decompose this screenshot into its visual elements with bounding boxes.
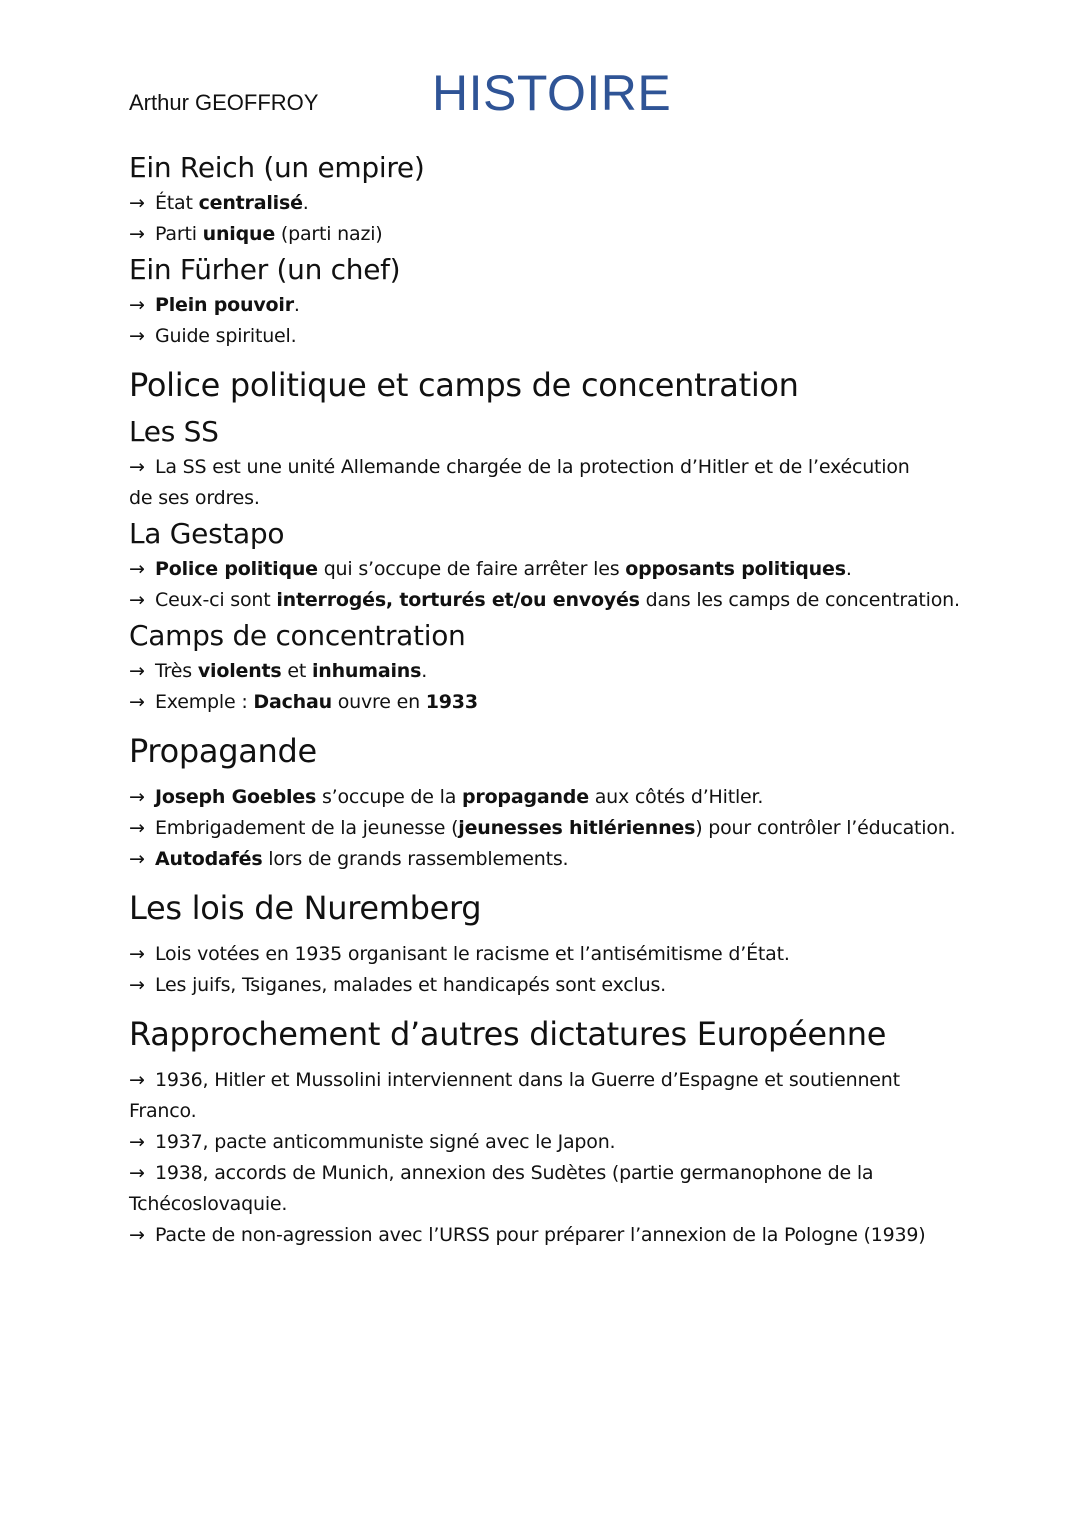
bullet-embrigadement: → Embrigadement de la jeunesse (jeunesses hitlériennes) pour contrôler l’éducation.	[129, 813, 969, 844]
heading-les-ss: Les SS	[129, 415, 219, 448]
bullet-guide-spirituel: → Guide spirituel.	[129, 321, 969, 352]
bullet-dachau: → Exemple : Dachau ouvre en 1933	[129, 687, 969, 718]
bullet-goebles: → Joseph Goebles s’occupe de la propagande aux côtés d’Hitler.	[129, 782, 969, 813]
heading-la-gestapo: La Gestapo	[129, 517, 285, 550]
author-name: Arthur GEOFFROY	[129, 90, 319, 115]
bullet-1936-cont: Franco.	[129, 1100, 197, 1122]
arrow-icon: →	[129, 817, 145, 839]
bullet-parti-unique: → Parti unique (parti nazi)	[129, 219, 969, 250]
bullet-lois-1935: → Lois votées en 1935 organisant le racisme et l’antisémitisme d’État.	[129, 939, 969, 970]
heading-camps-concentration: Camps de concentration	[129, 619, 466, 652]
bullet-etat-centralise: → État centralisé.	[129, 188, 969, 219]
arrow-icon: →	[129, 1131, 145, 1153]
bullet-ss-description: → La SS est une unité Allemande chargée de la protection d’Hitler et de l’exécution	[129, 452, 969, 483]
arrow-icon: →	[129, 974, 145, 996]
bullet-interroges: → Ceux-ci sont interrogés, torturés et/ou envoyés dans les camps de concentration.	[129, 585, 969, 616]
bullet-plein-pouvoir: → Plein pouvoir.	[129, 290, 969, 321]
arrow-icon: →	[129, 294, 145, 316]
arrow-icon: →	[129, 943, 145, 965]
bullet-tres-violents: → Très violents et inhumains.	[129, 656, 969, 687]
bullet-1936: → 1936, Hitler et Mussolini interviennent dans la Guerre d’Espagne et soutiennent	[129, 1065, 969, 1096]
bullet-police-politique: → Police politique qui s’occupe de faire arrêter les opposants politiques.	[129, 554, 969, 585]
arrow-icon: →	[129, 1224, 145, 1246]
arrow-icon: →	[129, 691, 145, 713]
arrow-icon: →	[129, 848, 145, 870]
arrow-icon: →	[129, 325, 145, 347]
arrow-icon: →	[129, 660, 145, 682]
arrow-icon: →	[129, 589, 145, 611]
page-title: HISTOIRE	[432, 65, 672, 121]
bullet-1937: → 1937, pacte anticommuniste signé avec le Japon.	[129, 1127, 969, 1158]
arrow-icon: →	[129, 1069, 145, 1091]
arrow-icon: →	[129, 456, 145, 478]
bullet-pacte-urss: → Pacte de non-agression avec l’URSS pour préparer l’annexion de la Pologne (1939)	[129, 1220, 969, 1251]
heading-ein-fuhrer: Ein Fürher (un chef)	[129, 253, 401, 286]
heading-propagande: Propagande	[129, 732, 317, 770]
heading-ein-reich: Ein Reich (un empire)	[129, 151, 425, 184]
arrow-icon: →	[129, 192, 145, 214]
bullet-autodafes: → Autodafés lors de grands rassemblements.	[129, 844, 969, 875]
arrow-icon: →	[129, 223, 145, 245]
arrow-icon: →	[129, 1162, 145, 1184]
heading-lois-nuremberg: Les lois de Nuremberg	[129, 889, 482, 927]
arrow-icon: →	[129, 558, 145, 580]
arrow-icon: →	[129, 786, 145, 808]
heading-police-politique: Police politique et camps de concentration	[129, 366, 799, 404]
bullet-1938-cont: Tchécoslovaquie.	[129, 1193, 288, 1215]
bullet-1938: → 1938, accords de Munich, annexion des Sudètes (partie germanophone de la	[129, 1158, 969, 1189]
document-body	[129, 148, 969, 1251]
bullet-ss-description-cont: de ses ordres.	[129, 487, 260, 509]
bullet-exclus: → Les juifs, Tsiganes, malades et handicapés sont exclus.	[129, 970, 969, 1001]
heading-rapprochement: Rapprochement d’autres dictatures Européenne	[129, 1015, 887, 1053]
